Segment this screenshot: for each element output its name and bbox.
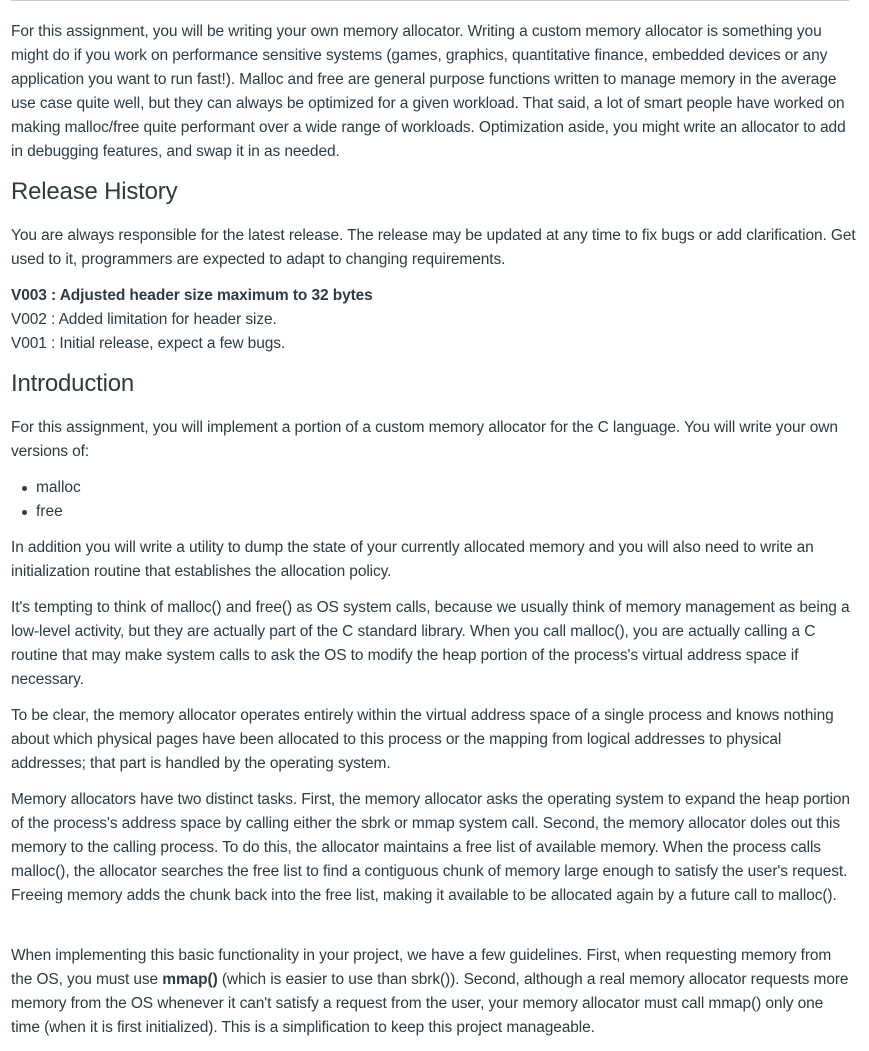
introduction-paragraph-3: It's tempting to think of malloc() and free() as OS system calls, because we usually think of memory management as being a low-level activity, but they are actually part of the C standard library. When you call malloc(), you are actually calling a C routine that may make system calls to ask the OS to modify the heap portion of the process's virtual address space if necessary. [11,599,850,688]
version-v003: V003 : Adjusted header size maximum to 32 bytes [11,287,373,304]
release-history-paragraph: You are always responsible for the latest release. The release may be updated at any time to fix bugs or add clarification. Get used to it, programmers are expected to adapt to changing requirements. [11,227,856,268]
mmap-emphasis: mmap() [162,971,218,988]
introduction-paragraph-2: In addition you will write a utility to dump the state of your currently allocated memory and you will also need to write an initialization routine that establishes the allocation policy. [11,539,814,580]
introduction-paragraph-5: Memory allocators have two distinct tasks. First, the memory allocator asks the operating system to expand the heap portion of the process's address space by calling either the sbrk or mmap system call. Second, the memory allocator doles out this memory to the calling process. To do this, the allocator maintains a free list of available memory. When the process calls malloc(), the allocator searches the free list to find a contiguous chunk of memory large enough to satisfy the user's request. Freeing memory adds the chunk back into the free list, making it available to be allocated again by a future call to malloc(). [11,791,850,904]
introduction-paragraph-4: To be clear, the memory allocator operates entirely within the virtual address space of a single process and knows nothing about which physical pages have been allocated to this process or the mapping from logical addresses to physical addresses; that part is handled by the operating system. [11,707,834,772]
version-v002: V002 : Added limitation for header size. [11,311,277,328]
release-history-heading: Release History [11,178,178,205]
version-item [11,284,856,308]
version-v001: V001 : Initial release, expect a few bugs. [11,335,286,352]
introduction-heading: Introduction [11,370,135,397]
top-divider [11,0,849,1]
intro-paragraph: For this assignment, you will be writing your own memory allocator. Writing a custom memory allocator is something you might do if you work on performance sensitive systems (games, graphics, quantitative finance, embedded devices or any application you want to run fast!). Malloc and free are general purpose functions written to manage memory in the average use case quite well, but they can always be optimized for a given workload. That said, a lot of smart people have worked on making malloc/free quite performant over a wide range of workloads. Optimization aside, you might write an allocator to add in debugging features, and swap it in as needed. [11,23,846,160]
bullet-icon [22,486,27,491]
introduction-paragraph-1: For this assignment, you will implement a portion of a custom memory allocator for the C language. You will write your own versions of: [11,419,838,460]
introduction-paragraph-6: When implementing this basic functionality in your project, we have a few guidelines. First, when requesting memory from the OS, you must use mmap() (which is easier to use than sbrk()). Second, although a real memory allocator requests more memory from the OS whenever it can't satisfy a request from the user, your memory allocator must call mmap() only one time (when it is first initialized). This is a simplification to keep this project manageable. [11,947,849,1036]
bullet-icon [22,510,27,515]
